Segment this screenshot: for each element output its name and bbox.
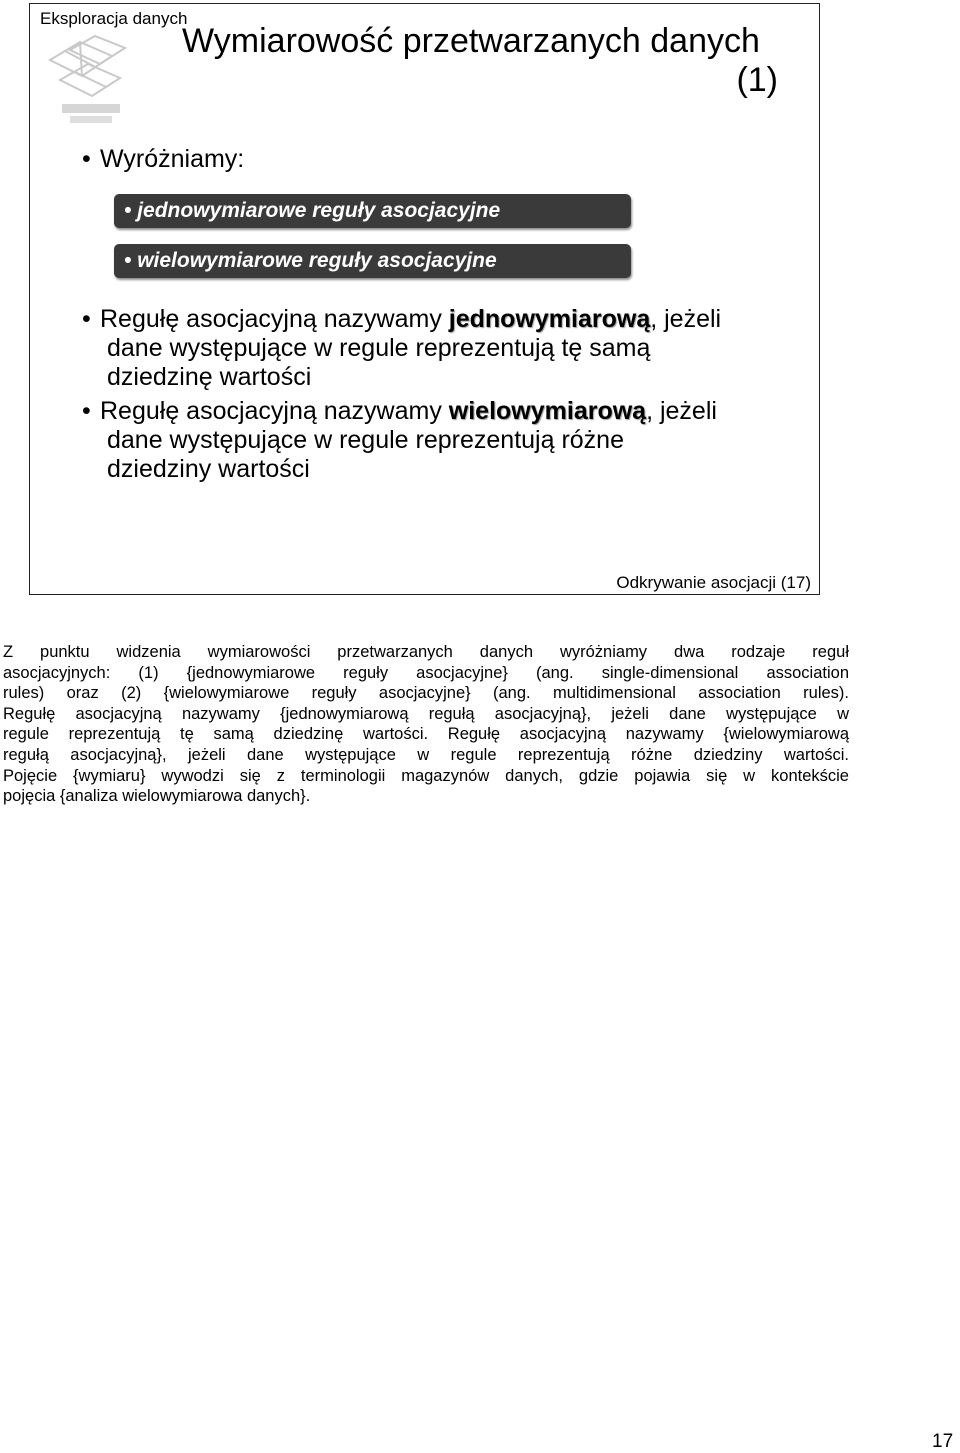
notes-line: regułą asocjacyjną}, jeżeli dane występujące w regule reprezentują różne dziedziny wartości. <box>3 745 849 764</box>
bullet-icon: • <box>82 397 91 425</box>
notes-line: Regułę asocjacyjną nazywamy {jednowymiarową regułą asocjacyjną}, jeżeli dane występujące w <box>3 704 849 723</box>
slide-footer: Odkrywanie asocjacji (17) <box>616 573 811 592</box>
box-item-text: jednowymiarowe reguły asocjacyjne <box>137 199 501 222</box>
course-logo <box>40 20 140 132</box>
course-label: Eksploracja danych <box>40 9 188 28</box>
term-highlight: jednowymiarową <box>448 305 651 333</box>
box-bullet-icon: • <box>124 199 138 222</box>
notes-line: regule reprezentują tę samą dziedzinę wartości. Regułę asocjacyjną nazywamy {wielowymiarową <box>3 725 849 744</box>
bullet-intro <box>82 145 244 174</box>
definition-1d <box>82 305 802 392</box>
definition-line: • Regułę asocjacyjną nazywamy wielowymiarową, jeżeli <box>82 397 717 425</box>
notes-line: Z punktu widzenia wymiarowości przetwarzanych danych wyróżniamy dwa rodzaje reguł <box>3 643 849 661</box>
box-item-text: wielowymiarowe reguły asocjacyjne <box>137 249 497 272</box>
highlight-box-md <box>114 244 631 278</box>
slide-frame <box>29 3 820 595</box>
box-bullet-icon: • <box>124 249 138 272</box>
definition-line: • Regułę asocjacyjną nazywamy jednowymiarową, jeżeli <box>82 305 722 333</box>
notes-line: Pojęcie {wymiaru} wywodzi się z terminologii magazynów danych, gdzie pojawia się w kontekście <box>3 766 849 785</box>
notes-line: rules) oraz (2) {wielowymiarowe reguły asocjacyjne} (ang. multidimensional association rules). <box>3 684 849 703</box>
highlight-box-1d <box>114 194 631 228</box>
definition-line: dziedziny wartości <box>107 455 310 483</box>
definition-line: dane występujące w regule reprezentują tę samą <box>107 334 651 362</box>
slide-title-line1: Wymiarowość przetwarzanych danych <box>182 22 760 60</box>
bullet-icon: • <box>82 305 91 333</box>
notes-line: asocjacyjnych: (1) {jednowymiarowe reguły asocjacyjne} (ang. single-dimensional association <box>3 663 849 682</box>
slide-title-line2: (1) <box>736 61 778 99</box>
definition-md <box>82 397 802 484</box>
lecture-notes <box>3 642 849 807</box>
bullet-intro-text: Wyróżniamy: <box>100 145 245 173</box>
definition-line: dziedzinę wartości <box>107 363 312 391</box>
slide-title <box>182 22 778 100</box>
page-number: 17 <box>932 1431 954 1452</box>
definition-line: dane występujące w regule reprezentują różne <box>107 426 624 454</box>
bullet-icon: • <box>82 145 91 173</box>
term-highlight: wielowymiarową <box>448 397 647 425</box>
notes-line: pojęcia {analiza wielowymiarowa danych}. <box>3 787 311 806</box>
